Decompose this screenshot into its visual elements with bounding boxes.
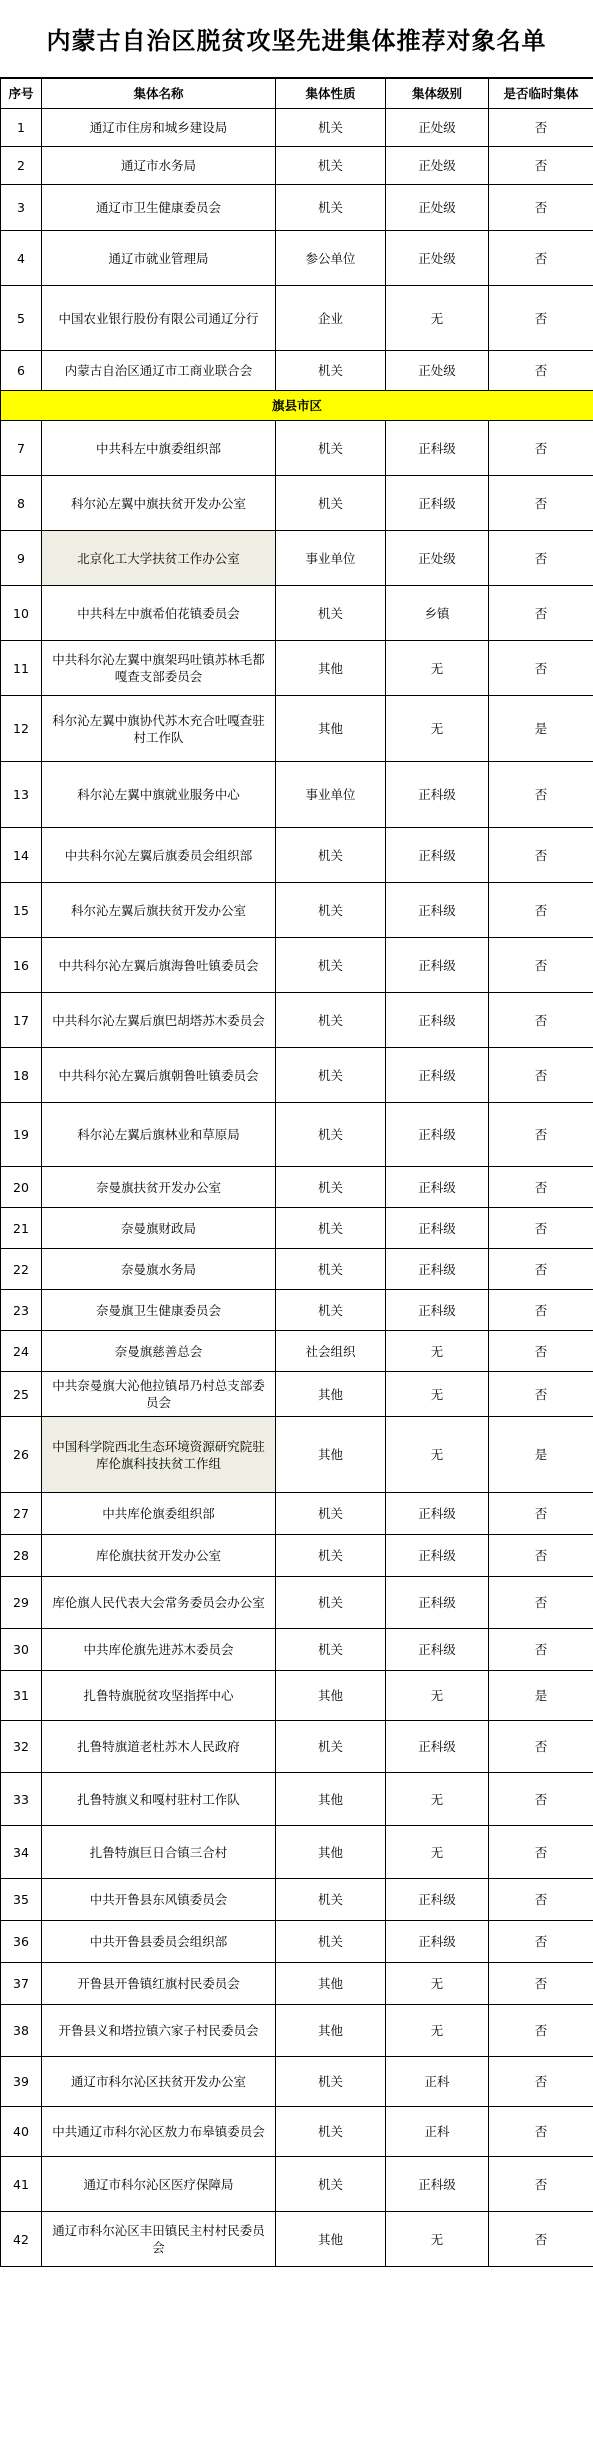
row-index: 20 (1, 1167, 42, 1208)
row-index: 16 (1, 938, 42, 993)
temporary-flag: 否 (489, 2057, 593, 2107)
table-row (1, 2212, 593, 2267)
collective-nature: 其他 (276, 2005, 386, 2057)
collective-level: 正处级 (386, 147, 489, 185)
temporary-flag: 否 (489, 883, 593, 938)
temporary-flag: 否 (489, 286, 593, 351)
collective-level: 乡镇 (386, 586, 489, 641)
collective-name: 科尔沁左翼中旗就业服务中心 (42, 762, 276, 828)
table-row (1, 1721, 593, 1773)
row-index: 31 (1, 1671, 42, 1721)
temporary-flag: 否 (489, 1826, 593, 1879)
collective-level: 正科级 (386, 1493, 489, 1535)
collective-name: 通辽市科尔沁区丰田镇民主村村民委员会 (42, 2212, 276, 2267)
row-index: 29 (1, 1577, 42, 1629)
collective-nature: 机关 (276, 938, 386, 993)
temporary-flag: 否 (489, 1048, 593, 1103)
collective-name: 扎鲁特旗义和嘎村驻村工作队 (42, 1773, 276, 1826)
collective-nature: 其他 (276, 2212, 386, 2267)
table-row (1, 1249, 593, 1290)
temporary-flag: 否 (489, 2212, 593, 2267)
table-row (1, 993, 593, 1048)
row-index: 19 (1, 1103, 42, 1167)
collective-nature: 机关 (276, 2107, 386, 2157)
collective-name: 科尔沁左翼中旗扶贫开发办公室 (42, 476, 276, 531)
temporary-flag: 否 (489, 1963, 593, 2005)
collective-nature: 机关 (276, 1208, 386, 1249)
temporary-flag: 是 (489, 696, 593, 762)
row-index: 37 (1, 1963, 42, 2005)
temporary-flag: 否 (489, 109, 593, 147)
collective-name: 中共科尔沁左翼后旗海鲁吐镇委员会 (42, 938, 276, 993)
row-index: 7 (1, 421, 42, 476)
row-index: 4 (1, 231, 42, 286)
row-index: 34 (1, 1826, 42, 1879)
collective-nature: 机关 (276, 1167, 386, 1208)
collective-name: 开鲁县开鲁镇红旗村民委员会 (42, 1963, 276, 2005)
row-index: 36 (1, 1921, 42, 1963)
collective-level: 正科级 (386, 476, 489, 531)
row-index: 10 (1, 586, 42, 641)
temporary-flag: 否 (489, 1167, 593, 1208)
collective-level: 正处级 (386, 351, 489, 391)
temporary-flag: 否 (489, 531, 593, 586)
collective-name: 北京化工大学扶贫工作办公室 (42, 531, 276, 586)
temporary-flag: 是 (489, 1671, 593, 1721)
collective-level: 正科 (386, 2107, 489, 2157)
collective-name: 中共科尔沁左翼后旗委员会组织部 (42, 828, 276, 883)
collective-nature: 机关 (276, 1493, 386, 1535)
row-index: 41 (1, 2157, 42, 2212)
table-row (1, 1879, 593, 1921)
collective-nature: 机关 (276, 1721, 386, 1773)
row-index: 2 (1, 147, 42, 185)
collective-level: 正科级 (386, 1721, 489, 1773)
table-row (1, 1577, 593, 1629)
collective-level: 无 (386, 1671, 489, 1721)
table-row (1, 1963, 593, 2005)
collective-name: 扎鲁特旗巨日合镇三合村 (42, 1826, 276, 1879)
collective-nature: 其他 (276, 1372, 386, 1417)
collective-name: 通辽市水务局 (42, 147, 276, 185)
collective-nature: 机关 (276, 1249, 386, 1290)
temporary-flag: 否 (489, 147, 593, 185)
collective-nature: 机关 (276, 883, 386, 938)
table-row (1, 938, 593, 993)
temporary-flag: 否 (489, 421, 593, 476)
collective-name: 库伦旗人民代表大会常务委员会办公室 (42, 1577, 276, 1629)
collective-nature: 机关 (276, 2157, 386, 2212)
collective-name: 中国农业银行股份有限公司通辽分行 (42, 286, 276, 351)
row-index: 13 (1, 762, 42, 828)
collective-level: 无 (386, 2212, 489, 2267)
temporary-flag: 否 (489, 1372, 593, 1417)
table-row (1, 1208, 593, 1249)
collective-name: 通辽市卫生健康委员会 (42, 185, 276, 231)
collective-name: 中国科学院西北生态环境资源研究院驻库伦旗科技扶贫工作组 (42, 1417, 276, 1493)
table-row (1, 421, 593, 476)
table-row (1, 1535, 593, 1577)
collective-nature: 机关 (276, 1577, 386, 1629)
collective-nature: 机关 (276, 586, 386, 641)
temporary-flag: 否 (489, 2005, 593, 2057)
collective-name: 扎鲁特旗脱贫攻坚指挥中心 (42, 1671, 276, 1721)
table-row (1, 231, 593, 286)
page-title: 内蒙古自治区脱贫攻坚先进集体推荐对象名单 (0, 0, 593, 78)
collective-level: 无 (386, 1773, 489, 1826)
collective-name: 中共库伦旗委组织部 (42, 1493, 276, 1535)
collective-nature: 机关 (276, 109, 386, 147)
collective-level: 正科级 (386, 883, 489, 938)
temporary-flag: 否 (489, 476, 593, 531)
row-index: 25 (1, 1372, 42, 1417)
collective-level: 无 (386, 696, 489, 762)
section-row (1, 391, 593, 421)
collective-name: 中共科左中旗委组织部 (42, 421, 276, 476)
collective-name: 奈曼旗慈善总会 (42, 1331, 276, 1372)
table-row (1, 1671, 593, 1721)
row-index: 26 (1, 1417, 42, 1493)
collective-level: 正科级 (386, 2157, 489, 2212)
row-index: 18 (1, 1048, 42, 1103)
collective-level: 正科级 (386, 1208, 489, 1249)
collective-name: 内蒙古自治区通辽市工商业联合会 (42, 351, 276, 391)
header-level: 集体级别 (386, 79, 489, 109)
collective-name: 奈曼旗财政局 (42, 1208, 276, 1249)
temporary-flag: 否 (489, 938, 593, 993)
collective-nature: 机关 (276, 1535, 386, 1577)
collective-name: 中共科尔沁左翼后旗巴胡塔苏木委员会 (42, 993, 276, 1048)
collective-nature: 机关 (276, 421, 386, 476)
temporary-flag: 否 (489, 1290, 593, 1331)
row-index: 8 (1, 476, 42, 531)
row-index: 35 (1, 1879, 42, 1921)
table-row (1, 2157, 593, 2212)
collective-nature: 其他 (276, 1826, 386, 1879)
section-label: 旗县市区 (1, 391, 593, 421)
header-temporary: 是否临时集体 (489, 79, 593, 109)
row-index: 5 (1, 286, 42, 351)
collective-nature: 机关 (276, 1103, 386, 1167)
temporary-flag: 是 (489, 1417, 593, 1493)
table-row (1, 1331, 593, 1372)
collective-level: 正科级 (386, 1921, 489, 1963)
collective-level: 正科级 (386, 421, 489, 476)
collective-nature: 参公单位 (276, 231, 386, 286)
collective-level: 无 (386, 1826, 489, 1879)
collective-name: 通辽市就业管理局 (42, 231, 276, 286)
table-row (1, 185, 593, 231)
table-row (1, 109, 593, 147)
row-index: 15 (1, 883, 42, 938)
temporary-flag: 否 (489, 2107, 593, 2157)
collective-name: 奈曼旗扶贫开发办公室 (42, 1167, 276, 1208)
row-index: 40 (1, 2107, 42, 2157)
temporary-flag: 否 (489, 1773, 593, 1826)
collective-level: 正处级 (386, 109, 489, 147)
table-row (1, 1629, 593, 1671)
collective-nature: 机关 (276, 1290, 386, 1331)
collective-level: 正科级 (386, 1535, 489, 1577)
table-row (1, 2107, 593, 2157)
table-row (1, 1048, 593, 1103)
collective-name: 通辽市科尔沁区扶贫开发办公室 (42, 2057, 276, 2107)
collective-nature: 事业单位 (276, 531, 386, 586)
collective-name: 通辽市科尔沁区医疗保障局 (42, 2157, 276, 2212)
collective-level: 无 (386, 1331, 489, 1372)
collective-level: 正处级 (386, 185, 489, 231)
table-row (1, 696, 593, 762)
row-index: 23 (1, 1290, 42, 1331)
collective-level: 正科 (386, 2057, 489, 2107)
collective-name: 中共开鲁县东风镇委员会 (42, 1879, 276, 1921)
collective-nature: 其他 (276, 641, 386, 696)
collective-level: 正科级 (386, 1103, 489, 1167)
collective-level: 正科级 (386, 1167, 489, 1208)
collective-nature: 机关 (276, 1879, 386, 1921)
temporary-flag: 否 (489, 586, 593, 641)
table-row (1, 147, 593, 185)
collective-name: 中共通辽市科尔沁区敖力布皋镇委员会 (42, 2107, 276, 2157)
row-index: 27 (1, 1493, 42, 1535)
collective-name: 奈曼旗水务局 (42, 1249, 276, 1290)
header-name: 集体名称 (42, 79, 276, 109)
temporary-flag: 否 (489, 1535, 593, 1577)
temporary-flag: 否 (489, 641, 593, 696)
temporary-flag: 否 (489, 993, 593, 1048)
nomination-table (0, 78, 593, 2267)
collective-name: 奈曼旗卫生健康委员会 (42, 1290, 276, 1331)
table-row (1, 641, 593, 696)
collective-level: 正科级 (386, 1577, 489, 1629)
table-row (1, 1167, 593, 1208)
row-index: 24 (1, 1331, 42, 1372)
table-row (1, 883, 593, 938)
temporary-flag: 否 (489, 1249, 593, 1290)
temporary-flag: 否 (489, 2157, 593, 2212)
collective-nature: 机关 (276, 2057, 386, 2107)
temporary-flag: 否 (489, 1208, 593, 1249)
collective-nature: 机关 (276, 1048, 386, 1103)
collective-level: 无 (386, 1372, 489, 1417)
temporary-flag: 否 (489, 1331, 593, 1372)
table-header-row (1, 79, 593, 109)
row-index: 6 (1, 351, 42, 391)
table-row (1, 828, 593, 883)
temporary-flag: 否 (489, 762, 593, 828)
collective-nature: 机关 (276, 828, 386, 883)
row-index: 28 (1, 1535, 42, 1577)
row-index: 11 (1, 641, 42, 696)
header-nature: 集体性质 (276, 79, 386, 109)
row-index: 21 (1, 1208, 42, 1249)
table-row (1, 476, 593, 531)
collective-level: 正科级 (386, 1290, 489, 1331)
table-row (1, 1921, 593, 1963)
row-index: 3 (1, 185, 42, 231)
collective-level: 正处级 (386, 531, 489, 586)
collective-nature: 机关 (276, 185, 386, 231)
collective-nature: 其他 (276, 1671, 386, 1721)
table-row (1, 351, 593, 391)
temporary-flag: 否 (489, 1921, 593, 1963)
collective-name: 科尔沁左翼中旗协代苏木充合吐嘎查驻村工作队 (42, 696, 276, 762)
collective-level: 正科级 (386, 1048, 489, 1103)
temporary-flag: 否 (489, 1103, 593, 1167)
table-body (1, 109, 593, 2267)
collective-name: 开鲁县义和塔拉镇六家子村民委员会 (42, 2005, 276, 2057)
collective-name: 中共科尔沁左翼中旗架玛吐镇苏林毛都嘎查支部委员会 (42, 641, 276, 696)
collective-level: 正科级 (386, 938, 489, 993)
collective-nature: 其他 (276, 1773, 386, 1826)
collective-level: 正科级 (386, 1879, 489, 1921)
row-index: 39 (1, 2057, 42, 2107)
collective-nature: 事业单位 (276, 762, 386, 828)
temporary-flag: 否 (489, 828, 593, 883)
collective-nature: 机关 (276, 476, 386, 531)
temporary-flag: 否 (489, 231, 593, 286)
collective-nature: 机关 (276, 1629, 386, 1671)
collective-name: 科尔沁左翼后旗林业和草原局 (42, 1103, 276, 1167)
collective-name: 中共开鲁县委员会组织部 (42, 1921, 276, 1963)
collective-nature: 机关 (276, 351, 386, 391)
table-row (1, 586, 593, 641)
collective-nature: 机关 (276, 1921, 386, 1963)
temporary-flag: 否 (489, 185, 593, 231)
temporary-flag: 否 (489, 1493, 593, 1535)
collective-nature: 机关 (276, 993, 386, 1048)
collective-level: 正科级 (386, 1249, 489, 1290)
table-row (1, 2005, 593, 2057)
collective-name: 扎鲁特旗道老杜苏木人民政府 (42, 1721, 276, 1773)
collective-name: 中共库伦旗先进苏木委员会 (42, 1629, 276, 1671)
collective-nature: 企业 (276, 286, 386, 351)
collective-nature: 其他 (276, 1963, 386, 2005)
table-row (1, 762, 593, 828)
row-index: 30 (1, 1629, 42, 1671)
collective-name: 库伦旗扶贫开发办公室 (42, 1535, 276, 1577)
table-row (1, 531, 593, 586)
collective-name: 中共奈曼旗大沁他拉镇昂乃村总支部委员会 (42, 1372, 276, 1417)
collective-level: 无 (386, 286, 489, 351)
collective-nature: 其他 (276, 696, 386, 762)
collective-level: 无 (386, 2005, 489, 2057)
table-row (1, 1290, 593, 1331)
collective-name: 科尔沁左翼后旗扶贫开发办公室 (42, 883, 276, 938)
collective-nature: 机关 (276, 147, 386, 185)
temporary-flag: 否 (489, 1721, 593, 1773)
row-index: 12 (1, 696, 42, 762)
collective-nature: 其他 (276, 1417, 386, 1493)
row-index: 38 (1, 2005, 42, 2057)
collective-level: 正科级 (386, 828, 489, 883)
table-row (1, 1372, 593, 1417)
table-row (1, 1103, 593, 1167)
table-row (1, 1493, 593, 1535)
header-index: 序号 (1, 79, 42, 109)
row-index: 14 (1, 828, 42, 883)
collective-nature: 社会组织 (276, 1331, 386, 1372)
row-index: 32 (1, 1721, 42, 1773)
collective-level: 正科级 (386, 762, 489, 828)
row-index: 9 (1, 531, 42, 586)
collective-name: 中共科尔沁左翼后旗朝鲁吐镇委员会 (42, 1048, 276, 1103)
row-index: 1 (1, 109, 42, 147)
row-index: 17 (1, 993, 42, 1048)
collective-level: 无 (386, 1963, 489, 2005)
collective-level: 正科级 (386, 993, 489, 1048)
table-row (1, 1417, 593, 1493)
temporary-flag: 否 (489, 1879, 593, 1921)
table-row (1, 1773, 593, 1826)
collective-level: 正处级 (386, 231, 489, 286)
table-row (1, 1826, 593, 1879)
collective-level: 正科级 (386, 1629, 489, 1671)
collective-level: 无 (386, 1417, 489, 1493)
temporary-flag: 否 (489, 1577, 593, 1629)
row-index: 33 (1, 1773, 42, 1826)
collective-name: 中共科左中旗希伯花镇委员会 (42, 586, 276, 641)
temporary-flag: 否 (489, 1629, 593, 1671)
row-index: 42 (1, 2212, 42, 2267)
collective-level: 无 (386, 641, 489, 696)
temporary-flag: 否 (489, 351, 593, 391)
row-index: 22 (1, 1249, 42, 1290)
table-row (1, 2057, 593, 2107)
collective-name: 通辽市住房和城乡建设局 (42, 109, 276, 147)
table-row (1, 286, 593, 351)
